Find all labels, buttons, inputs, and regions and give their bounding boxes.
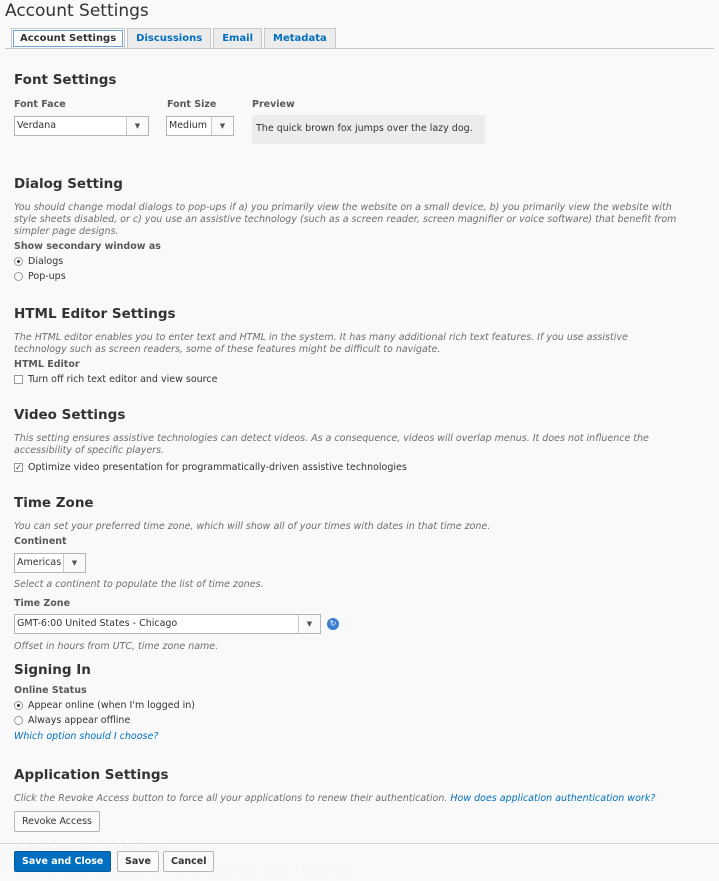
dialog-setting-heading: Dialog Setting [14, 176, 123, 192]
tab-email[interactable]: Email [213, 28, 262, 49]
signing-in-heading: Signing In [14, 662, 91, 678]
refresh-icon[interactable]: ↻ [327, 618, 339, 630]
page-title: Account Settings [5, 1, 149, 21]
tab-metadata[interactable]: Metadata [264, 28, 336, 49]
html-editor-help-line-1: The HTML editor enables you to enter text and HTML in the system. It has many additional rich text features. If you use assistive [14, 332, 628, 343]
dialog-help-line-1: You should change modal dialogs to pop-ups if a) you primarily view the website on a small device, b) you primarily view the website with [14, 202, 672, 213]
time-zone-heading: Time Zone [14, 495, 94, 511]
application-settings-heading: Application Settings [14, 767, 169, 783]
checkbox-optimize-video[interactable]: ✓ [15, 463, 22, 472]
chevron-down-icon: ▼ [126, 117, 148, 135]
continent-value: Americas [17, 557, 62, 568]
checkbox-rich-text[interactable] [14, 375, 23, 384]
font-size-select[interactable] [166, 116, 234, 136]
option-popups-label: Pop-ups [28, 271, 66, 282]
video-help-line-1: This setting ensures assistive technologies can detect videos. As a consequence, videos will overlap menus. It does not influence the [14, 433, 649, 444]
continent-select[interactable] [14, 553, 86, 573]
save-button[interactable]: Save [117, 851, 159, 872]
option-appear-online-label: Appear online (when I'm logged in) [28, 700, 195, 711]
font-settings-heading: Font Settings [14, 72, 117, 88]
which-option-link[interactable]: Which option should I choose? [14, 731, 159, 742]
option-turn-off-rich-text-label: Turn off rich text editor and view source [28, 374, 218, 385]
footer-bar [0, 843, 719, 881]
video-settings-heading: Video Settings [14, 407, 126, 423]
revoke-access-button[interactable]: Revoke Access [14, 811, 100, 832]
time-zone-select[interactable] [14, 614, 321, 634]
app-auth-link[interactable]: How does application authentication work? [450, 793, 656, 804]
option-optimize-video-label: Optimize video presentation for programmatically-driven assistive technologies [28, 462, 407, 473]
tab-divider [5, 48, 714, 49]
dialog-help-line-3: simpler page designs. [14, 226, 119, 237]
time-zone-help-offset: Offset in hours from UTC, time zone name. [14, 641, 219, 652]
font-face-select[interactable] [14, 116, 149, 136]
radio-appear-online[interactable] [14, 701, 23, 710]
chevron-down-icon: ▼ [63, 554, 85, 572]
font-face-label: Font Face [14, 99, 66, 110]
font-size-value: Medium [169, 120, 207, 131]
video-help-line-2: accessibility of specific players. [14, 445, 165, 456]
application-help-text: Click the Revoke Access button to force all your applications to renew their authentication. [14, 793, 448, 804]
online-status-label: Online Status [14, 685, 87, 696]
radio-popups[interactable] [14, 272, 23, 281]
chevron-down-icon: ▼ [211, 117, 233, 135]
option-appear-online[interactable] [14, 700, 195, 711]
html-editor-help-line-2: technology such as screen readers, some of these features might be difficult to navigate. [14, 344, 441, 355]
cancel-button[interactable]: Cancel [163, 851, 214, 872]
continent-help: Select a continent to populate the list of time zones. [14, 579, 264, 590]
continent-label: Continent [14, 536, 67, 547]
option-appear-offline-label: Always appear offline [28, 715, 131, 726]
chevron-down-icon: ▼ [298, 615, 320, 633]
tab-account-settings[interactable]: Account Settings [11, 28, 125, 49]
option-turn-off-rich-text[interactable] [14, 374, 217, 385]
option-optimize-video[interactable] [14, 462, 407, 473]
tab-bar [11, 28, 338, 49]
font-face-value: Verdana [17, 120, 57, 131]
option-dialogs[interactable] [14, 256, 63, 267]
tab-discussions[interactable]: Discussions [127, 28, 211, 49]
font-size-label: Font Size [167, 99, 217, 110]
preview-label: Preview [252, 99, 295, 110]
radio-dialogs[interactable] [14, 257, 23, 266]
show-secondary-label: Show secondary window as [14, 241, 161, 252]
save-and-close-button[interactable]: Save and Close [14, 851, 111, 872]
option-dialogs-label: Dialogs [28, 256, 64, 267]
application-help [14, 793, 655, 805]
time-zone-value: GMT-6:00 United States - Chicago [17, 618, 178, 629]
time-zone-help: You can set your preferred time zone, which will show all of your times with dates in that time zone. [14, 521, 491, 532]
html-editor-label: HTML Editor [14, 359, 80, 370]
font-preview: The quick brown fox jumps over the lazy dog. [252, 115, 485, 144]
time-zone-label: Time Zone [14, 598, 71, 609]
radio-appear-offline[interactable] [14, 716, 23, 725]
option-appear-offline[interactable] [14, 715, 130, 726]
html-editor-heading: HTML Editor Settings [14, 306, 176, 322]
option-popups[interactable] [14, 271, 66, 282]
dialog-help-line-2: style sheets disabled, or c) you use an assistive technology (such as a screen reader, screen magnifier or voice software) that benefit from [14, 214, 677, 225]
